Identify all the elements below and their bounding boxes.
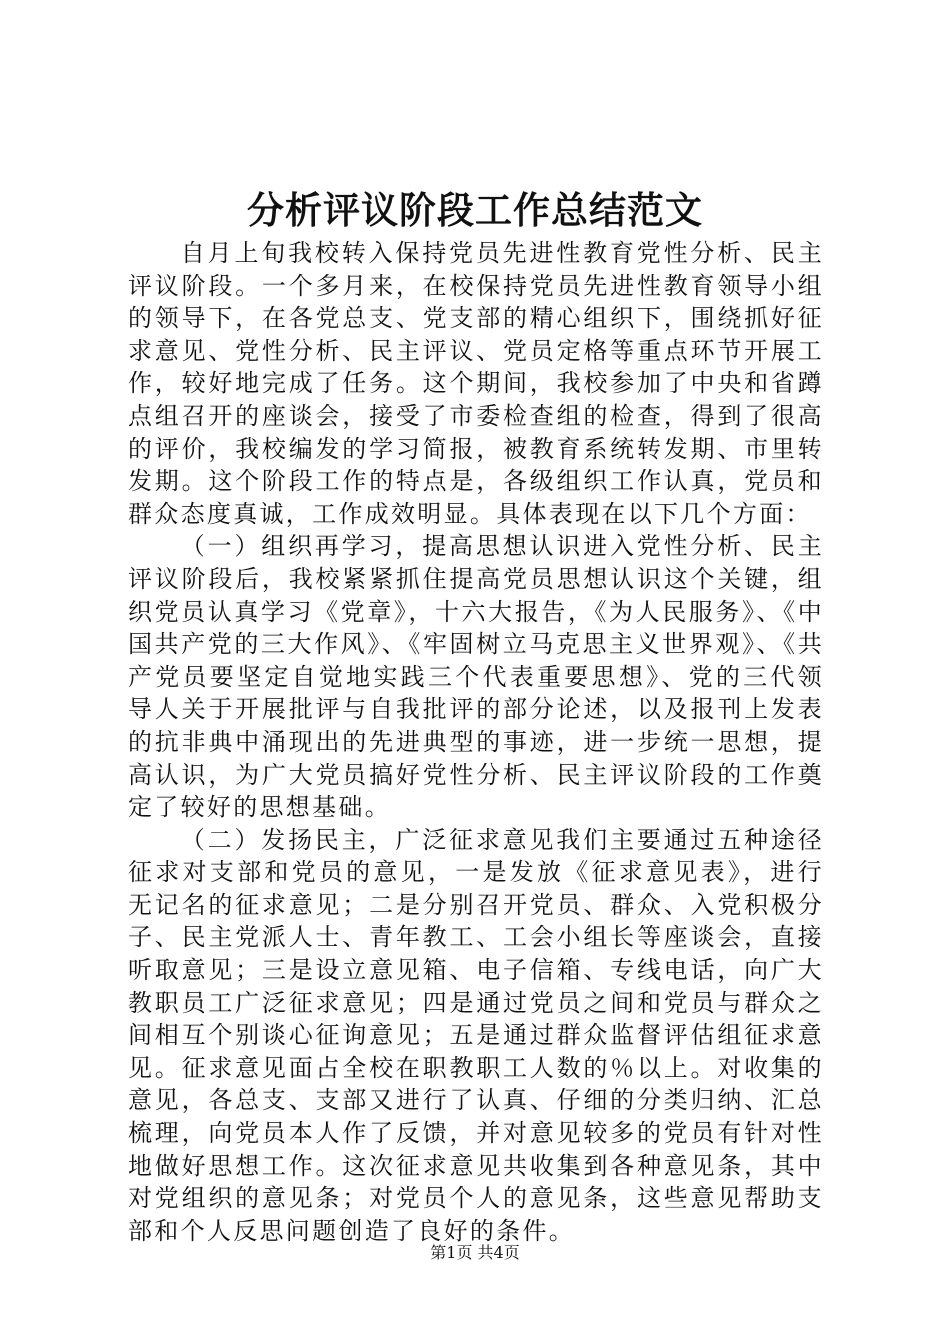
paragraph-intro: 自月上旬我校转入保持党员先进性教育党性分析、民主评议阶段。一个多月来，在校保持党员先进性教育领导小组的领导下，在各党总支、党支部的精心组织下，围绕抓好征求意见、党性分析、民主评议、党员定格等重点环节开展工作，较好地完成了任务。这个期间，我校参加了中央和省蹲点组召开的座谈会，接受了市委检查组的检查，得到了很高的评价，我校编发的学习简报，被教育系统转发期、市里转发期。这个阶段工作的特点是，各级组织工作认真，党员和群众态度真诚，工作成效明显。具体表现在以下几个方面： [128,239,824,528]
document-title: 分析评议阶段工作总结范文 [247,188,703,232]
paragraph-section-2: （二）发扬民主，广泛征求意见我们主要通过五种途径征求对支部和党员的意见，一是发放《征求意见表》，进行无记名的征求意见；二是分别召开党员、群众、入党积极分子、民主党派人士、青年教工、工会小组长等座谈会，直接听取意见；三是设立意见箱、电子信箱、专线电话，向广大教职员工广泛征求意见；四是通过党员之间和党员与群众之间相互个别谈心征询意见；五是通过群众监督评估组征求意见。征求意见面占全校在职教职工人数的％以上。对收集的意见，各总支、支部又进行了认真、仔细的分类归纳、汇总梳理，向党员本人作了反馈，并对意见较多的党员有针对性地做好思想工作。这次征求意见共收集到各种意见条，其中对党组织的意见条；对党员个人的意见条，这些意见帮助支部和个人反思问题创造了良好的条件。 [128,825,824,1245]
document-body [128,237,824,1247]
paragraph-section-1: （一）组织再学习，提高思想认识进入党性分析、民主评议阶段后，我校紧紧抓住提高党员思想认识这个关键，组织党员认真学习《党章》，十六大报告，《为人民服务》、《中国共产党的三大作风》、《牢固树立马克思主义世界观》、《共产党员要坚定自觉地实践三个代表重要思想》、党的三代领导人关于开展批评与自我批评的部分论述，以及报刊上发表的抗非典中涌现出的先进典型的事迹，进一步统一思想，提高认识，为广大党员搞好党性分析、民主评议阶段的工作奠定了较好的思想基础。 [128,532,824,822]
page-footer: 第1页 共4页 [430,1243,520,1262]
